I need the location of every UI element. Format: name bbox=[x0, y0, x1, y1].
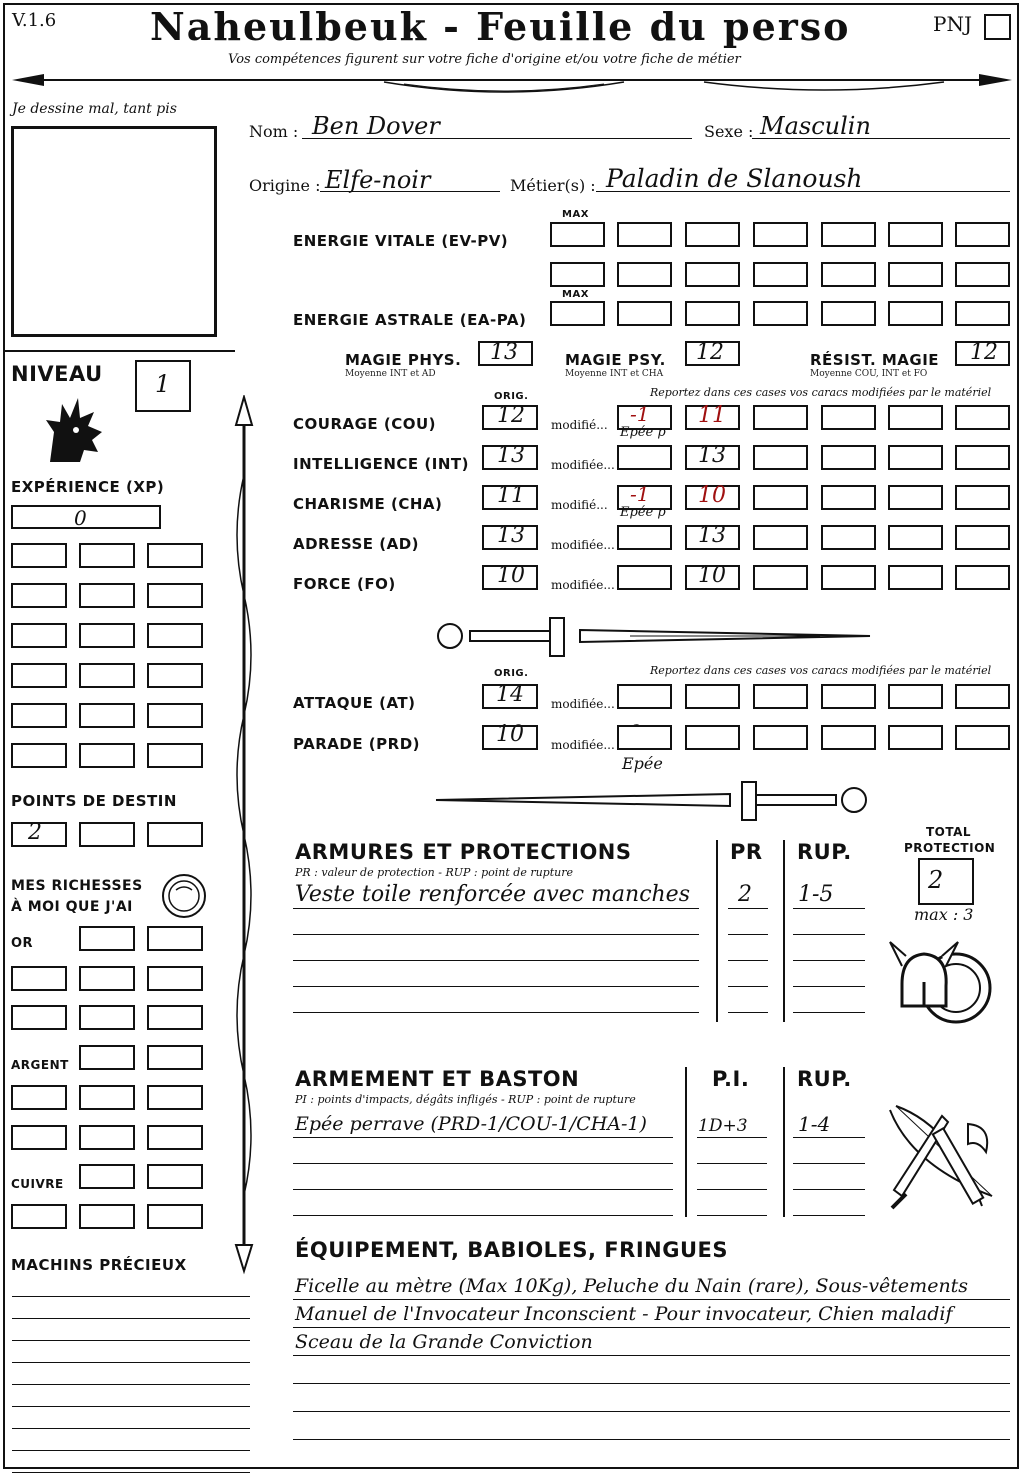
coin-box-6-2[interactable] bbox=[79, 1125, 135, 1150]
coin-box-5-3[interactable] bbox=[147, 1085, 203, 1110]
weapon-item-1-pi[interactable]: 1D+3 bbox=[698, 1116, 748, 1136]
carac-mod-value: -1 bbox=[630, 482, 650, 506]
weapon-item-1-rup[interactable]: 1-4 bbox=[798, 1112, 831, 1136]
resist-magic-label: RÉSIST. MAGIE bbox=[810, 351, 940, 369]
weapon-pi-line[interactable] bbox=[697, 1215, 767, 1216]
carac-orig-value: 13 bbox=[497, 443, 525, 468]
carac-orig-value: 11 bbox=[497, 483, 525, 508]
weapon-name-line[interactable] bbox=[293, 1163, 673, 1164]
xp-box-2-3[interactable] bbox=[147, 583, 203, 608]
destiny-label: POINTS DE DESTIN bbox=[11, 792, 177, 810]
armor-item-1-rup[interactable]: 1-5 bbox=[798, 882, 834, 907]
equipment-line-1[interactable]: Ficelle au mètre (Max 10Kg), Peluche du Nain (rare), Sous-vêtements bbox=[295, 1275, 969, 1297]
weapon-rup-line[interactable] bbox=[793, 1189, 865, 1190]
carac-box-3[interactable] bbox=[753, 485, 808, 510]
xp-box-2-2[interactable] bbox=[79, 583, 135, 608]
carac-orig-value: 12 bbox=[497, 403, 525, 428]
armor-pr-line[interactable] bbox=[728, 986, 768, 987]
weapon-rup-line[interactable] bbox=[793, 1163, 865, 1164]
level-label: NIVEAU bbox=[11, 362, 103, 386]
xp-box-3-3[interactable] bbox=[147, 623, 203, 648]
sword-icon-2 bbox=[430, 776, 875, 826]
carac-label: COURAGE (COU) bbox=[293, 415, 437, 433]
weapon-rup-line bbox=[793, 1137, 865, 1138]
ea-box-6[interactable] bbox=[888, 301, 943, 326]
armor-name-line[interactable] bbox=[293, 960, 699, 961]
carac-box-5[interactable] bbox=[888, 445, 943, 470]
weapon-pi-line[interactable] bbox=[697, 1163, 767, 1164]
armor-rup-line[interactable] bbox=[793, 960, 865, 961]
magic-psy-label: MAGIE PSY. bbox=[565, 351, 666, 369]
treasure-line[interactable] bbox=[12, 1340, 250, 1341]
ea-box-1[interactable] bbox=[550, 301, 605, 326]
destiny-value: 2 bbox=[28, 820, 42, 845]
weapons-pi-label: P.I. bbox=[712, 1067, 750, 1091]
carac-modifier-label: modifiée... bbox=[551, 458, 615, 472]
level-value: 1 bbox=[155, 370, 171, 398]
sword-icon bbox=[430, 612, 875, 662]
npc-label: PNJ bbox=[933, 12, 972, 36]
silver-label: ARGENT bbox=[11, 1058, 69, 1072]
equipment-line bbox=[293, 1299, 1010, 1300]
xp-box-4-2[interactable] bbox=[79, 663, 135, 688]
carac-box-6[interactable] bbox=[955, 405, 1010, 430]
combat-box-2-3[interactable] bbox=[753, 725, 808, 750]
xp-box-1-1[interactable] bbox=[11, 543, 67, 568]
copper-label: CUIVRE bbox=[11, 1177, 64, 1191]
job-line bbox=[596, 191, 1010, 192]
xp-box-3-1[interactable] bbox=[11, 623, 67, 648]
armor-pr-label: PR bbox=[730, 840, 763, 864]
equipment-line bbox=[293, 1327, 1010, 1328]
carac-box-1[interactable] bbox=[617, 445, 672, 470]
coin-box-6-1[interactable] bbox=[11, 1125, 67, 1150]
ev-box-2-2[interactable] bbox=[617, 262, 672, 287]
equipment-line[interactable] bbox=[293, 1383, 1010, 1384]
carac-orig-value: 13 bbox=[497, 523, 525, 548]
combat-orig-label: ORIG. bbox=[494, 668, 529, 679]
sheet-subtitle: Vos compétences figurent sur votre fiche d'origine et/ou votre fiche de métier bbox=[228, 52, 741, 67]
helmet-shield-icon bbox=[888, 926, 998, 1036]
armor-note: PR : valeur de protection - RUP : point de rupture bbox=[295, 866, 573, 879]
destiny-box-3[interactable] bbox=[147, 822, 203, 847]
xp-box-5-2[interactable] bbox=[79, 703, 135, 728]
carac-label: ADRESSE (AD) bbox=[293, 535, 420, 553]
wealth-label-1: MES RICHESSES bbox=[11, 878, 143, 894]
armor-col-divider-1 bbox=[716, 840, 718, 1022]
portrait-caption: Je dessine mal, tant pis bbox=[12, 101, 177, 117]
carac-box-3[interactable] bbox=[753, 405, 808, 430]
coin-box-3-1[interactable] bbox=[11, 1005, 67, 1030]
ev-box-1-5[interactable] bbox=[821, 222, 876, 247]
xp-box-4-1[interactable] bbox=[11, 663, 67, 688]
portrait-box[interactable] bbox=[11, 126, 217, 337]
carac-mod-note: Epée p bbox=[620, 425, 666, 440]
combat-box-1-3[interactable] bbox=[753, 684, 808, 709]
coin-box-8-2[interactable] bbox=[79, 1204, 135, 1229]
equipment-line[interactable] bbox=[293, 1467, 1010, 1468]
combat-box-1-2[interactable] bbox=[685, 684, 740, 709]
treasure-line[interactable] bbox=[12, 1318, 250, 1319]
job-value[interactable]: Paladin de Slanoush bbox=[606, 164, 863, 193]
xp-box-1-2[interactable] bbox=[79, 543, 135, 568]
carac-box-6[interactable] bbox=[955, 485, 1010, 510]
coin-box-7-1[interactable] bbox=[79, 1164, 135, 1189]
armor-title: ARMURES ET PROTECTIONS bbox=[295, 840, 632, 864]
carac-box-1[interactable] bbox=[617, 525, 672, 550]
carac-box-4[interactable] bbox=[821, 525, 876, 550]
ea-box-5[interactable] bbox=[821, 301, 876, 326]
armor-name-line bbox=[293, 908, 699, 909]
carac-modifier-label: modifiée... bbox=[551, 538, 615, 552]
treasure-line[interactable] bbox=[12, 1384, 250, 1385]
treasure-line[interactable] bbox=[12, 1472, 250, 1473]
crossed-weapons-icon bbox=[882, 1096, 1002, 1216]
carac-value: 13 bbox=[698, 523, 726, 548]
parry-note: Epée bbox=[622, 754, 663, 773]
combat-box-1-4[interactable] bbox=[821, 684, 876, 709]
ev-box-1-4[interactable] bbox=[753, 222, 808, 247]
combat-box-1-1[interactable] bbox=[617, 684, 672, 709]
caracs-orig-label: ORIG. bbox=[494, 391, 529, 402]
ev-box-2-5[interactable] bbox=[821, 262, 876, 287]
sex-line bbox=[752, 138, 1010, 139]
weapons-title: ARMEMENT ET BASTON bbox=[295, 1067, 580, 1091]
coin-box-4-1[interactable] bbox=[79, 1045, 135, 1070]
magic-phys-label: MAGIE PHYS. bbox=[345, 351, 462, 369]
job-label: Métier(s) : bbox=[510, 176, 596, 195]
armor-item-1-pr[interactable]: 2 bbox=[738, 882, 752, 907]
coin-box-3-3[interactable] bbox=[147, 1005, 203, 1030]
weapon-pi-line[interactable] bbox=[697, 1189, 767, 1190]
coin-box-7-2[interactable] bbox=[147, 1164, 203, 1189]
weapon-name-line[interactable] bbox=[293, 1189, 673, 1190]
coin-box-6-3[interactable] bbox=[147, 1125, 203, 1150]
ev-box-1-2[interactable] bbox=[617, 222, 672, 247]
carac-label: INTELLIGENCE (INT) bbox=[293, 455, 469, 473]
carac-box-3[interactable] bbox=[753, 565, 808, 590]
xp-box-2-1[interactable] bbox=[11, 583, 67, 608]
ev-box-2-3[interactable] bbox=[685, 262, 740, 287]
magic-phys-value: 13 bbox=[490, 340, 518, 365]
armor-pr-line[interactable] bbox=[728, 934, 768, 935]
weapons-rup-label: RUP. bbox=[797, 1067, 852, 1091]
total-protection-label-1: TOTAL bbox=[926, 825, 972, 839]
weapon-rup-line[interactable] bbox=[793, 1215, 865, 1216]
ev-max-label: MAX bbox=[562, 209, 589, 220]
carac-value: 10 bbox=[698, 483, 726, 508]
carac-box-5[interactable] bbox=[888, 525, 943, 550]
coin-box-4-2[interactable] bbox=[147, 1045, 203, 1070]
coin-box-8-3[interactable] bbox=[147, 1204, 203, 1229]
origin-line bbox=[320, 191, 500, 192]
equipment-line bbox=[293, 1355, 1010, 1356]
total-protection-max: max : 3 bbox=[914, 905, 974, 924]
attack-orig-value: 14 bbox=[496, 682, 524, 707]
ev-box-2-1[interactable] bbox=[550, 262, 605, 287]
ev-box-2-7[interactable] bbox=[955, 262, 1010, 287]
ev-box-1-1[interactable] bbox=[550, 222, 605, 247]
resist-magic-note: Moyenne COU, INT et FO bbox=[810, 369, 928, 379]
weapons-col-divider-1 bbox=[685, 1067, 687, 1217]
magic-psy-value: 12 bbox=[696, 340, 724, 365]
weapons-col-divider-2 bbox=[783, 1067, 785, 1217]
npc-checkbox[interactable] bbox=[984, 14, 1011, 40]
ea-box-7[interactable] bbox=[955, 301, 1010, 326]
treasure-line[interactable] bbox=[12, 1450, 250, 1451]
name-line bbox=[302, 138, 692, 139]
caracs-report-note: Reportez dans ces cases vos caracs modifiées par le matériel bbox=[650, 386, 992, 399]
combat-box-2-2[interactable] bbox=[685, 725, 740, 750]
carac-box-5[interactable] bbox=[888, 405, 943, 430]
treasure-line[interactable] bbox=[12, 1406, 250, 1407]
carac-value: 11 bbox=[698, 403, 726, 428]
armor-name-line[interactable] bbox=[293, 934, 699, 935]
coin-box-8-1[interactable] bbox=[11, 1204, 67, 1229]
armor-item-1-name[interactable]: Veste toile renforcée avec manches bbox=[295, 882, 690, 907]
weapon-name-line bbox=[293, 1137, 673, 1138]
origin-value[interactable]: Elfe-noir bbox=[325, 166, 431, 194]
resist-magic-value: 12 bbox=[970, 340, 998, 365]
carac-box-4[interactable] bbox=[821, 485, 876, 510]
spear-divider-top bbox=[4, 62, 1020, 102]
ea-box-4[interactable] bbox=[753, 301, 808, 326]
total-protection-label-2: PROTECTION bbox=[904, 841, 996, 855]
combat-report-note: Reportez dans ces cases vos caracs modifiées par le matériel bbox=[650, 664, 992, 677]
armor-name-line[interactable] bbox=[293, 986, 699, 987]
name-label: Nom : bbox=[249, 122, 299, 141]
parry-orig-value: 10 bbox=[496, 722, 524, 747]
carac-box-3[interactable] bbox=[753, 445, 808, 470]
weapon-name-line[interactable] bbox=[293, 1215, 673, 1216]
equipment-line[interactable] bbox=[293, 1411, 1010, 1412]
ea-label: ENERGIE ASTRALE (EA-PA) bbox=[293, 311, 527, 329]
treasure-line[interactable] bbox=[12, 1296, 250, 1297]
spear-vertical bbox=[222, 395, 266, 1275]
xp-value: 0 bbox=[74, 506, 87, 530]
treasure-line[interactable] bbox=[12, 1362, 250, 1363]
sheet-title: Naheulbeuk - Feuille du perso bbox=[150, 4, 851, 49]
dragon-head-icon bbox=[40, 392, 105, 464]
armor-pr-line[interactable] bbox=[728, 960, 768, 961]
xp-box-1-3[interactable] bbox=[147, 543, 203, 568]
combat-box-1-5[interactable] bbox=[888, 684, 943, 709]
ev-label: ENERGIE VITALE (EV-PV) bbox=[293, 232, 509, 250]
weapon-pi-line bbox=[697, 1137, 767, 1138]
parry-label: PARADE (PRD) bbox=[293, 735, 421, 753]
carac-label: FORCE (FO) bbox=[293, 575, 396, 593]
ev-box-1-7[interactable] bbox=[955, 222, 1010, 247]
coin-box-5-2[interactable] bbox=[79, 1085, 135, 1110]
xp-box-5-1[interactable] bbox=[11, 703, 67, 728]
carac-box-6[interactable] bbox=[955, 445, 1010, 470]
carac-orig-value: 10 bbox=[497, 563, 525, 588]
armor-rup-line bbox=[793, 908, 865, 909]
carac-modifier-label: modifié... bbox=[551, 418, 608, 432]
xp-box-6-2[interactable] bbox=[79, 743, 135, 768]
ea-box-2[interactable] bbox=[617, 301, 672, 326]
equipment-title: ÉQUIPEMENT, BABIOLES, FRINGUES bbox=[295, 1238, 728, 1262]
carac-box-4[interactable] bbox=[821, 405, 876, 430]
equipment-line[interactable] bbox=[293, 1439, 1010, 1440]
carac-modifier-label: modifié... bbox=[551, 498, 608, 512]
ev-box-2-6[interactable] bbox=[888, 262, 943, 287]
xp-box-6-3[interactable] bbox=[147, 743, 203, 768]
carac-box-5[interactable] bbox=[888, 485, 943, 510]
carac-mod-note: Epée p bbox=[620, 505, 666, 520]
carac-modifier-label: modifiée... bbox=[551, 578, 615, 592]
coin-icon bbox=[160, 872, 208, 920]
xp-box-6-1[interactable] bbox=[11, 743, 67, 768]
carac-box-4[interactable] bbox=[821, 565, 876, 590]
destiny-box-2[interactable] bbox=[79, 822, 135, 847]
coin-box-5-1[interactable] bbox=[11, 1085, 67, 1110]
combat-box-2-4[interactable] bbox=[821, 725, 876, 750]
treasure-line[interactable] bbox=[12, 1428, 250, 1429]
ea-max-label: MAX bbox=[562, 289, 589, 300]
carac-label: CHARISME (CHA) bbox=[293, 495, 443, 513]
magic-phys-note: Moyenne INT et AD bbox=[345, 369, 436, 379]
weapon-item-1-name[interactable]: Epée perrave (PRD-1/COU-1/CHA-1) bbox=[295, 1113, 647, 1135]
coin-box-2-2[interactable] bbox=[79, 966, 135, 991]
ev-box-1-6[interactable] bbox=[888, 222, 943, 247]
carac-box-1[interactable] bbox=[617, 565, 672, 590]
carac-value: 10 bbox=[698, 563, 726, 588]
xp-box-3-2[interactable] bbox=[79, 623, 135, 648]
ev-box-1-3[interactable] bbox=[685, 222, 740, 247]
armor-rup-line[interactable] bbox=[793, 986, 865, 987]
coin-box-1-2[interactable] bbox=[147, 926, 203, 951]
gold-label: OR bbox=[11, 936, 34, 951]
xp-box-5-3[interactable] bbox=[147, 703, 203, 728]
carac-box-4[interactable] bbox=[821, 445, 876, 470]
equipment-line-2[interactable]: Manuel de l'Invocateur Inconscient - Pour invocateur, Chien maladif bbox=[295, 1303, 953, 1325]
carac-box-3[interactable] bbox=[753, 525, 808, 550]
attack-modifier-label: modifiée... bbox=[551, 697, 615, 711]
equipment-line-3[interactable]: Sceau de la Grande Conviction bbox=[295, 1331, 593, 1353]
xp-label: EXPÉRIENCE (XP) bbox=[11, 478, 165, 496]
total-protection-box[interactable] bbox=[918, 858, 974, 905]
sex-value[interactable]: Masculin bbox=[760, 112, 871, 140]
left-divider bbox=[3, 350, 235, 352]
wealth-label-2: À MOI QUE J'AI bbox=[11, 899, 133, 915]
carac-box-5[interactable] bbox=[888, 565, 943, 590]
carac-box-6[interactable] bbox=[955, 565, 1010, 590]
combat-box-1-6[interactable] bbox=[955, 684, 1010, 709]
name-value[interactable]: Ben Dover bbox=[312, 112, 440, 140]
coin-box-1-1[interactable] bbox=[79, 926, 135, 951]
version-label: V.1.6 bbox=[12, 10, 57, 31]
weapons-note: PI : points d'impacts, dégâts infligés - RUP : point de rupture bbox=[295, 1093, 636, 1106]
armor-rup-line[interactable] bbox=[793, 934, 865, 935]
carac-mod-value: -1 bbox=[630, 402, 650, 426]
coin-box-2-3[interactable] bbox=[147, 966, 203, 991]
coin-box-3-2[interactable] bbox=[79, 1005, 135, 1030]
armor-pr-line bbox=[728, 908, 768, 909]
carac-box-6[interactable] bbox=[955, 525, 1010, 550]
sex-label: Sexe : bbox=[704, 122, 754, 141]
attack-label: ATTAQUE (AT) bbox=[293, 694, 416, 712]
ea-box-3[interactable] bbox=[685, 301, 740, 326]
coin-box-2-1[interactable] bbox=[11, 966, 67, 991]
armor-pr-line[interactable] bbox=[728, 1012, 768, 1013]
combat-box-2-6[interactable] bbox=[955, 725, 1010, 750]
parry-modifier-label: modifiée... bbox=[551, 738, 615, 752]
xp-box-4-3[interactable] bbox=[147, 663, 203, 688]
armor-name-line[interactable] bbox=[293, 1012, 699, 1013]
combat-box-2-1[interactable] bbox=[617, 725, 672, 750]
origin-label: Origine : bbox=[249, 176, 321, 195]
total-protection-value: 2 bbox=[928, 866, 944, 894]
magic-psy-note: Moyenne INT et CHA bbox=[565, 369, 664, 379]
treasures-label: MACHINS PRÉCIEUX bbox=[11, 1256, 187, 1274]
combat-box-2-5[interactable] bbox=[888, 725, 943, 750]
carac-value: 13 bbox=[698, 443, 726, 468]
armor-rup-line[interactable] bbox=[793, 1012, 865, 1013]
armor-col-divider-2 bbox=[783, 840, 785, 1022]
armor-rup-label: RUP. bbox=[797, 840, 852, 864]
ev-box-2-4[interactable] bbox=[753, 262, 808, 287]
